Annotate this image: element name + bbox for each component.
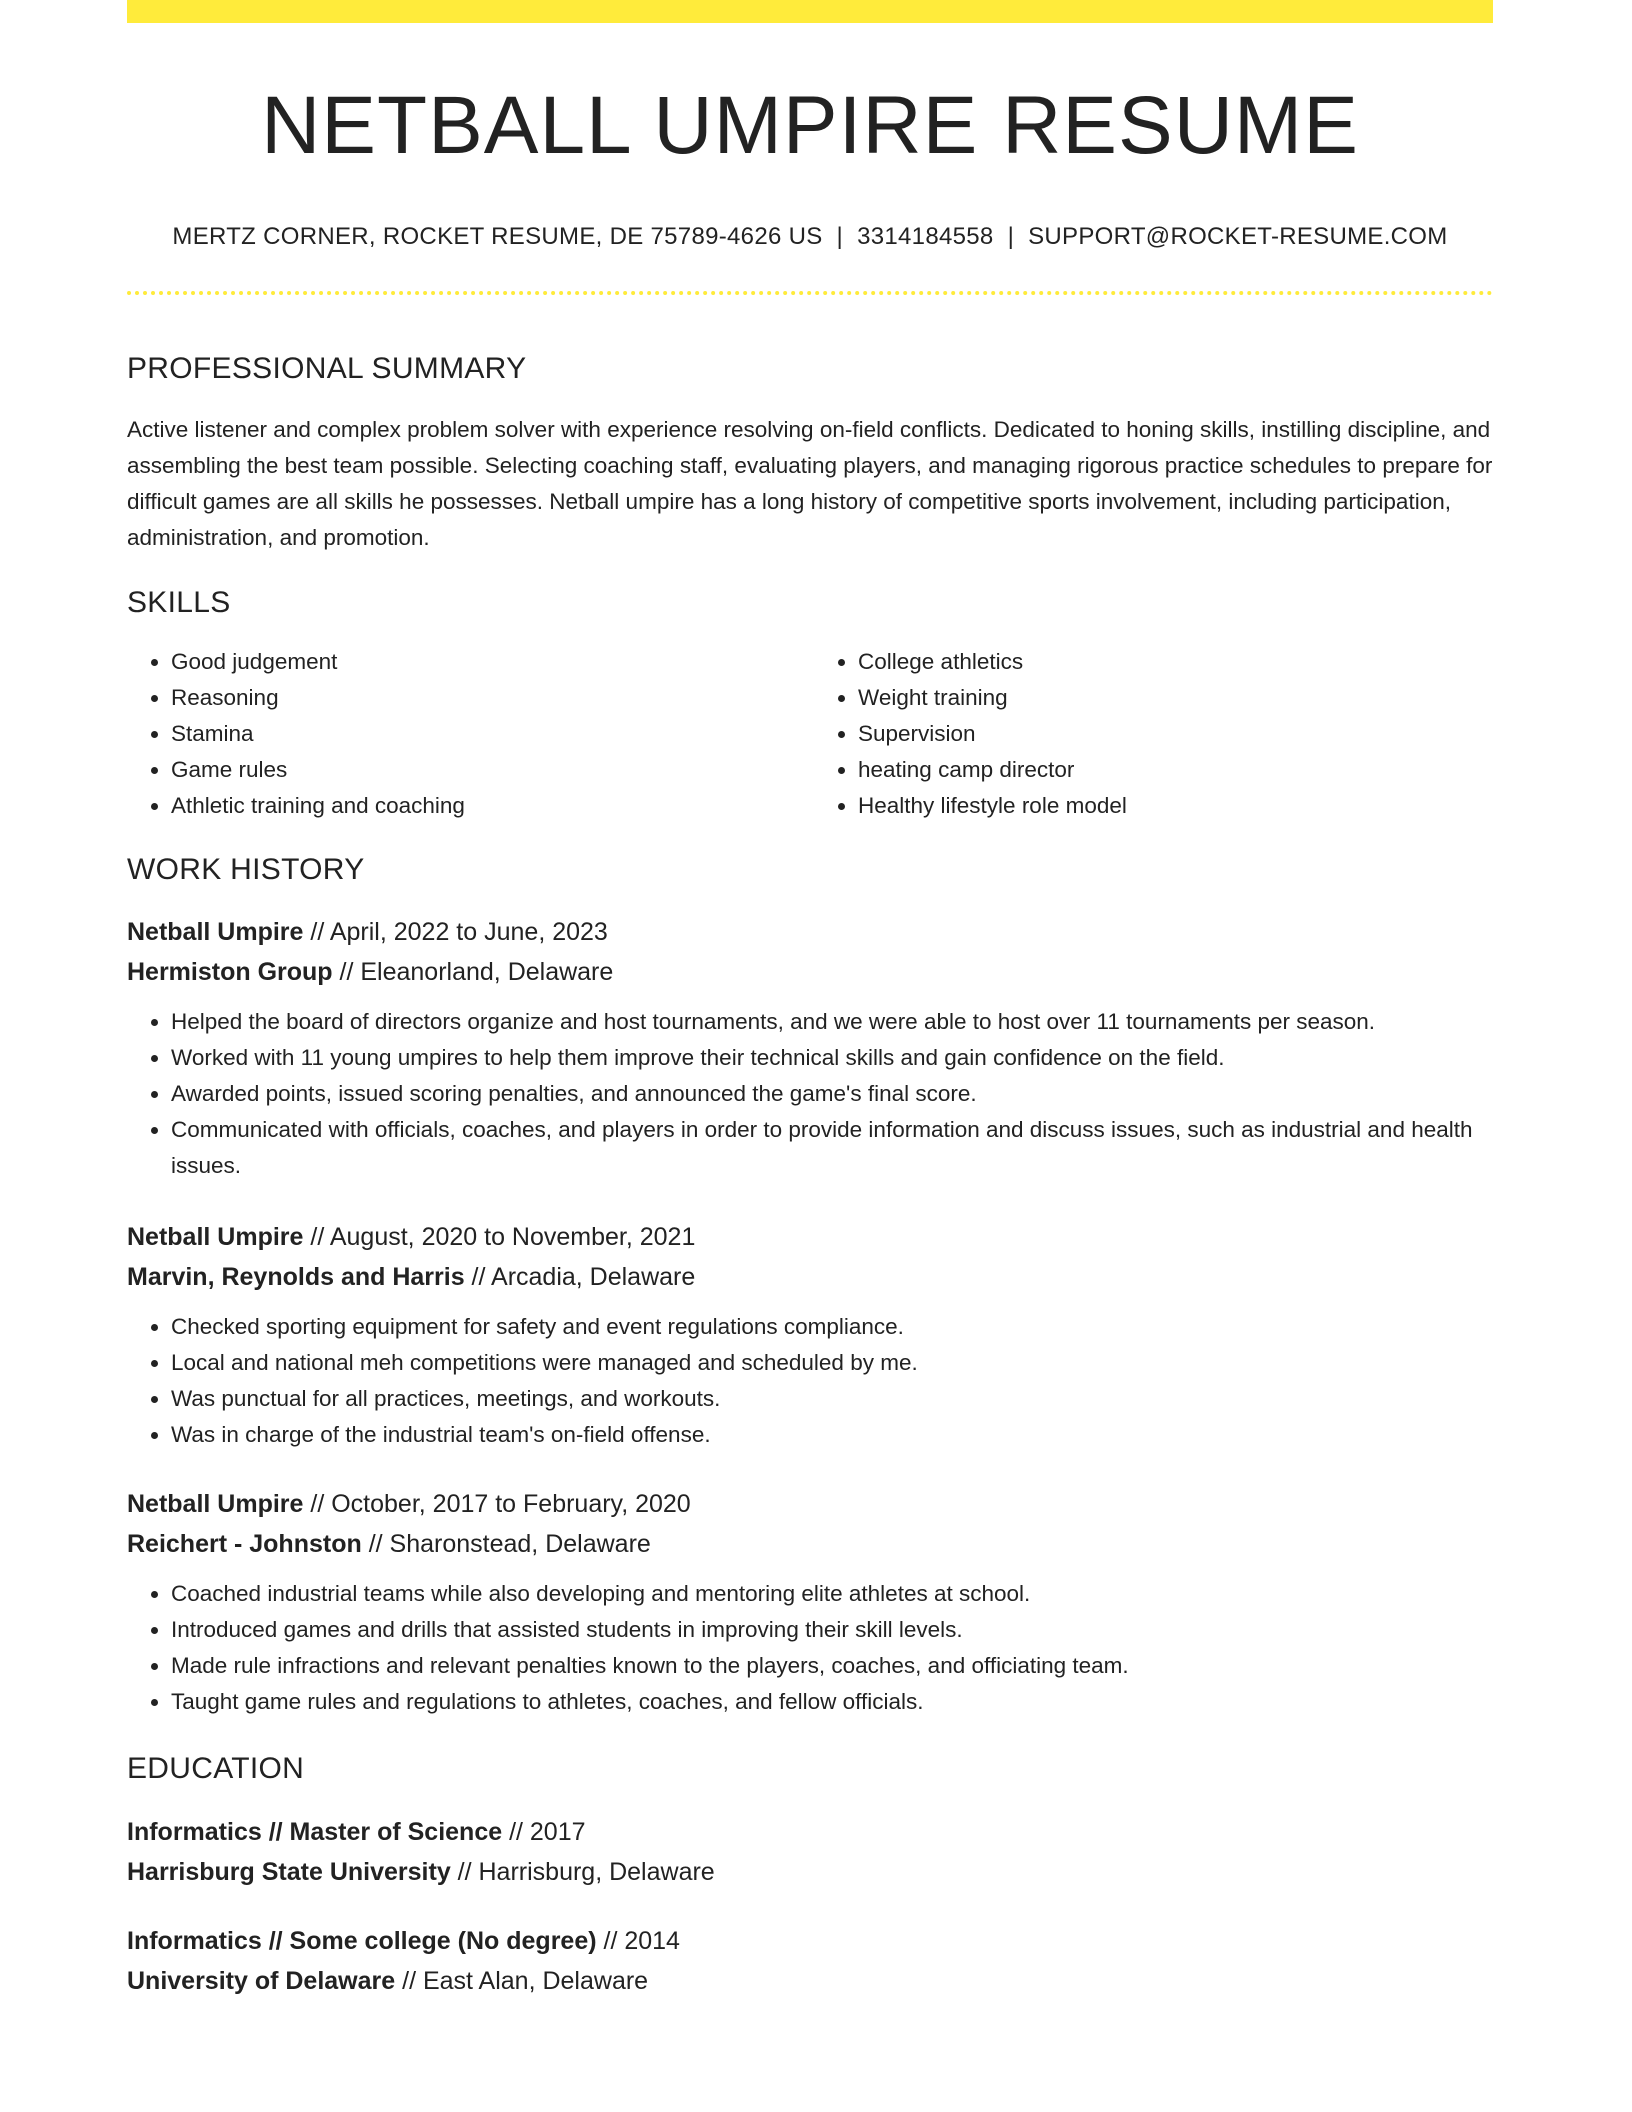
job-location: // Sharonstead, Delaware xyxy=(361,1530,651,1558)
dotted-divider xyxy=(127,291,1493,295)
education-school: Harrisburg State University xyxy=(127,1858,451,1886)
work-history-section xyxy=(127,855,1493,885)
job-bullet: • Worked with 11 young umpires to help them improve their technical skills and gain confidence on the field. xyxy=(171,1040,1493,1076)
section-title-summary: PROFESSIONAL SUMMARY xyxy=(127,352,527,385)
job-company-line xyxy=(127,1257,1493,1297)
job-company: Reichert - Johnston xyxy=(127,1530,362,1558)
job-bullets xyxy=(127,1004,1493,1184)
education-school-line xyxy=(127,1961,1493,2001)
job-bullet: • Introduced games and drills that assisted students in improving their skill levels. xyxy=(171,1612,1493,1648)
job-dates: // August, 2020 to November, 2021 xyxy=(303,1223,696,1251)
skill-item: • Athletic training and coaching xyxy=(171,788,810,824)
job-bullet: • Awarded points, issued scoring penalties, and announced the game's final score. xyxy=(171,1076,1493,1112)
skill-item: • Healthy lifestyle role model xyxy=(858,788,1493,824)
contact-line xyxy=(127,223,1493,251)
education-entry xyxy=(127,1812,1493,1892)
address: MERTZ CORNER, ROCKET RESUME, DE 75789-4626 US xyxy=(172,223,823,250)
education-location: // Harrisburg, Delaware xyxy=(450,1858,715,1886)
job-entry xyxy=(127,1217,1493,1453)
job-bullet: • Made rule infractions and relevant penalties known to the players, coaches, and officiating team. xyxy=(171,1648,1493,1684)
job-bullets xyxy=(127,1309,1493,1453)
job-role-line xyxy=(127,912,1493,952)
section-title-skills: SKILLS xyxy=(127,586,231,619)
section-title-education: EDUCATION xyxy=(127,1752,305,1785)
education-entry xyxy=(127,1921,1493,2001)
skill-item: • Game rules xyxy=(171,752,810,788)
job-bullet: • Local and national meh competitions were managed and scheduled by me. xyxy=(171,1345,1493,1381)
job-bullet: • Was punctual for all practices, meetings, and workouts. xyxy=(171,1381,1493,1417)
education-location: // East Alan, Delaware xyxy=(395,1967,649,1995)
job-company: Marvin, Reynolds and Harris xyxy=(127,1263,465,1291)
job-entry xyxy=(127,1484,1493,1720)
job-location: // Eleanorland, Delaware xyxy=(332,958,614,986)
education-degree: Informatics // Master of Science xyxy=(127,1818,503,1846)
separator: | xyxy=(1007,223,1015,250)
resume-title: NETBALL UMPIRE RESUME xyxy=(261,80,1359,171)
skill-item: • Stamina xyxy=(171,716,810,752)
job-bullet: • Communicated with officials, coaches, and players in order to provide information and discuss issues, such as industrial and health issues. xyxy=(171,1112,1493,1184)
separator: | xyxy=(836,223,844,250)
job-bullet: • Was in charge of the industrial team's on-field offense. xyxy=(171,1417,1493,1453)
skill-item: • Good judgement xyxy=(171,644,810,680)
job-bullet: • Checked sporting equipment for safety and event regulations compliance. xyxy=(171,1309,1493,1345)
job-role: Netball Umpire xyxy=(127,1490,304,1518)
skills-columns xyxy=(127,644,1493,824)
education-year: // 2017 xyxy=(502,1818,586,1846)
phone: 3314184558 xyxy=(857,223,994,250)
skill-item: • Weight training xyxy=(858,680,1493,716)
skill-item: • College athletics xyxy=(858,644,1493,680)
skill-item: • heating camp director xyxy=(858,752,1493,788)
job-role-line xyxy=(127,1217,1493,1257)
summary-text: Active listener and complex problem solver with experience resolving on-field conflicts. Dedicated to honing skills, instilling discipline, and assembling the best team possible. Selecting coaching staff, evaluating players, and managing rigorous practice schedules to prepare for difficult games are all skills he possesses. Netball umpire has a long history of competitive sports involvement, including participation, administration, and promotion. xyxy=(127,417,1493,550)
skill-item: • Supervision xyxy=(858,716,1493,752)
skills-list-right xyxy=(810,644,1493,824)
education-degree: Informatics // Some college (No degree) xyxy=(127,1927,597,1955)
job-bullet: • Helped the board of directors organize and host tournaments, and we were able to host over 11 tournaments per season. xyxy=(171,1004,1493,1040)
job-company: Hermiston Group xyxy=(127,958,333,986)
skill-item: • Reasoning xyxy=(171,680,810,716)
skills-list-left xyxy=(127,644,810,824)
education-degree-line xyxy=(127,1812,1493,1852)
job-company-line xyxy=(127,1524,1493,1564)
top-accent-bar xyxy=(127,0,1493,23)
job-location: // Arcadia, Delaware xyxy=(464,1263,696,1291)
job-company-line xyxy=(127,952,1493,992)
skills-section xyxy=(127,588,1493,824)
job-dates: // October, 2017 to February, 2020 xyxy=(303,1490,691,1518)
education-section xyxy=(127,1754,1493,1784)
job-role: Netball Umpire xyxy=(127,1223,304,1251)
section-title-work-history: WORK HISTORY xyxy=(127,853,365,886)
resume-page xyxy=(127,0,1493,1995)
job-role-line xyxy=(127,1484,1493,1524)
job-entry xyxy=(127,912,1493,1184)
education-school: University of Delaware xyxy=(127,1967,396,1995)
job-role: Netball Umpire xyxy=(127,918,304,946)
job-bullets xyxy=(127,1576,1493,1720)
job-dates: // April, 2022 to June, 2023 xyxy=(303,918,608,946)
education-degree-line xyxy=(127,1921,1493,1961)
summary-section xyxy=(127,354,1493,556)
job-bullet: • Taught game rules and regulations to athletes, coaches, and fellow officials. xyxy=(171,1684,1493,1720)
education-year: // 2014 xyxy=(596,1927,680,1955)
email: SUPPORT@ROCKET-RESUME.COM xyxy=(1028,223,1448,250)
job-bullet: • Coached industrial teams while also developing and mentoring elite athletes at school. xyxy=(171,1576,1493,1612)
education-school-line xyxy=(127,1852,1493,1892)
